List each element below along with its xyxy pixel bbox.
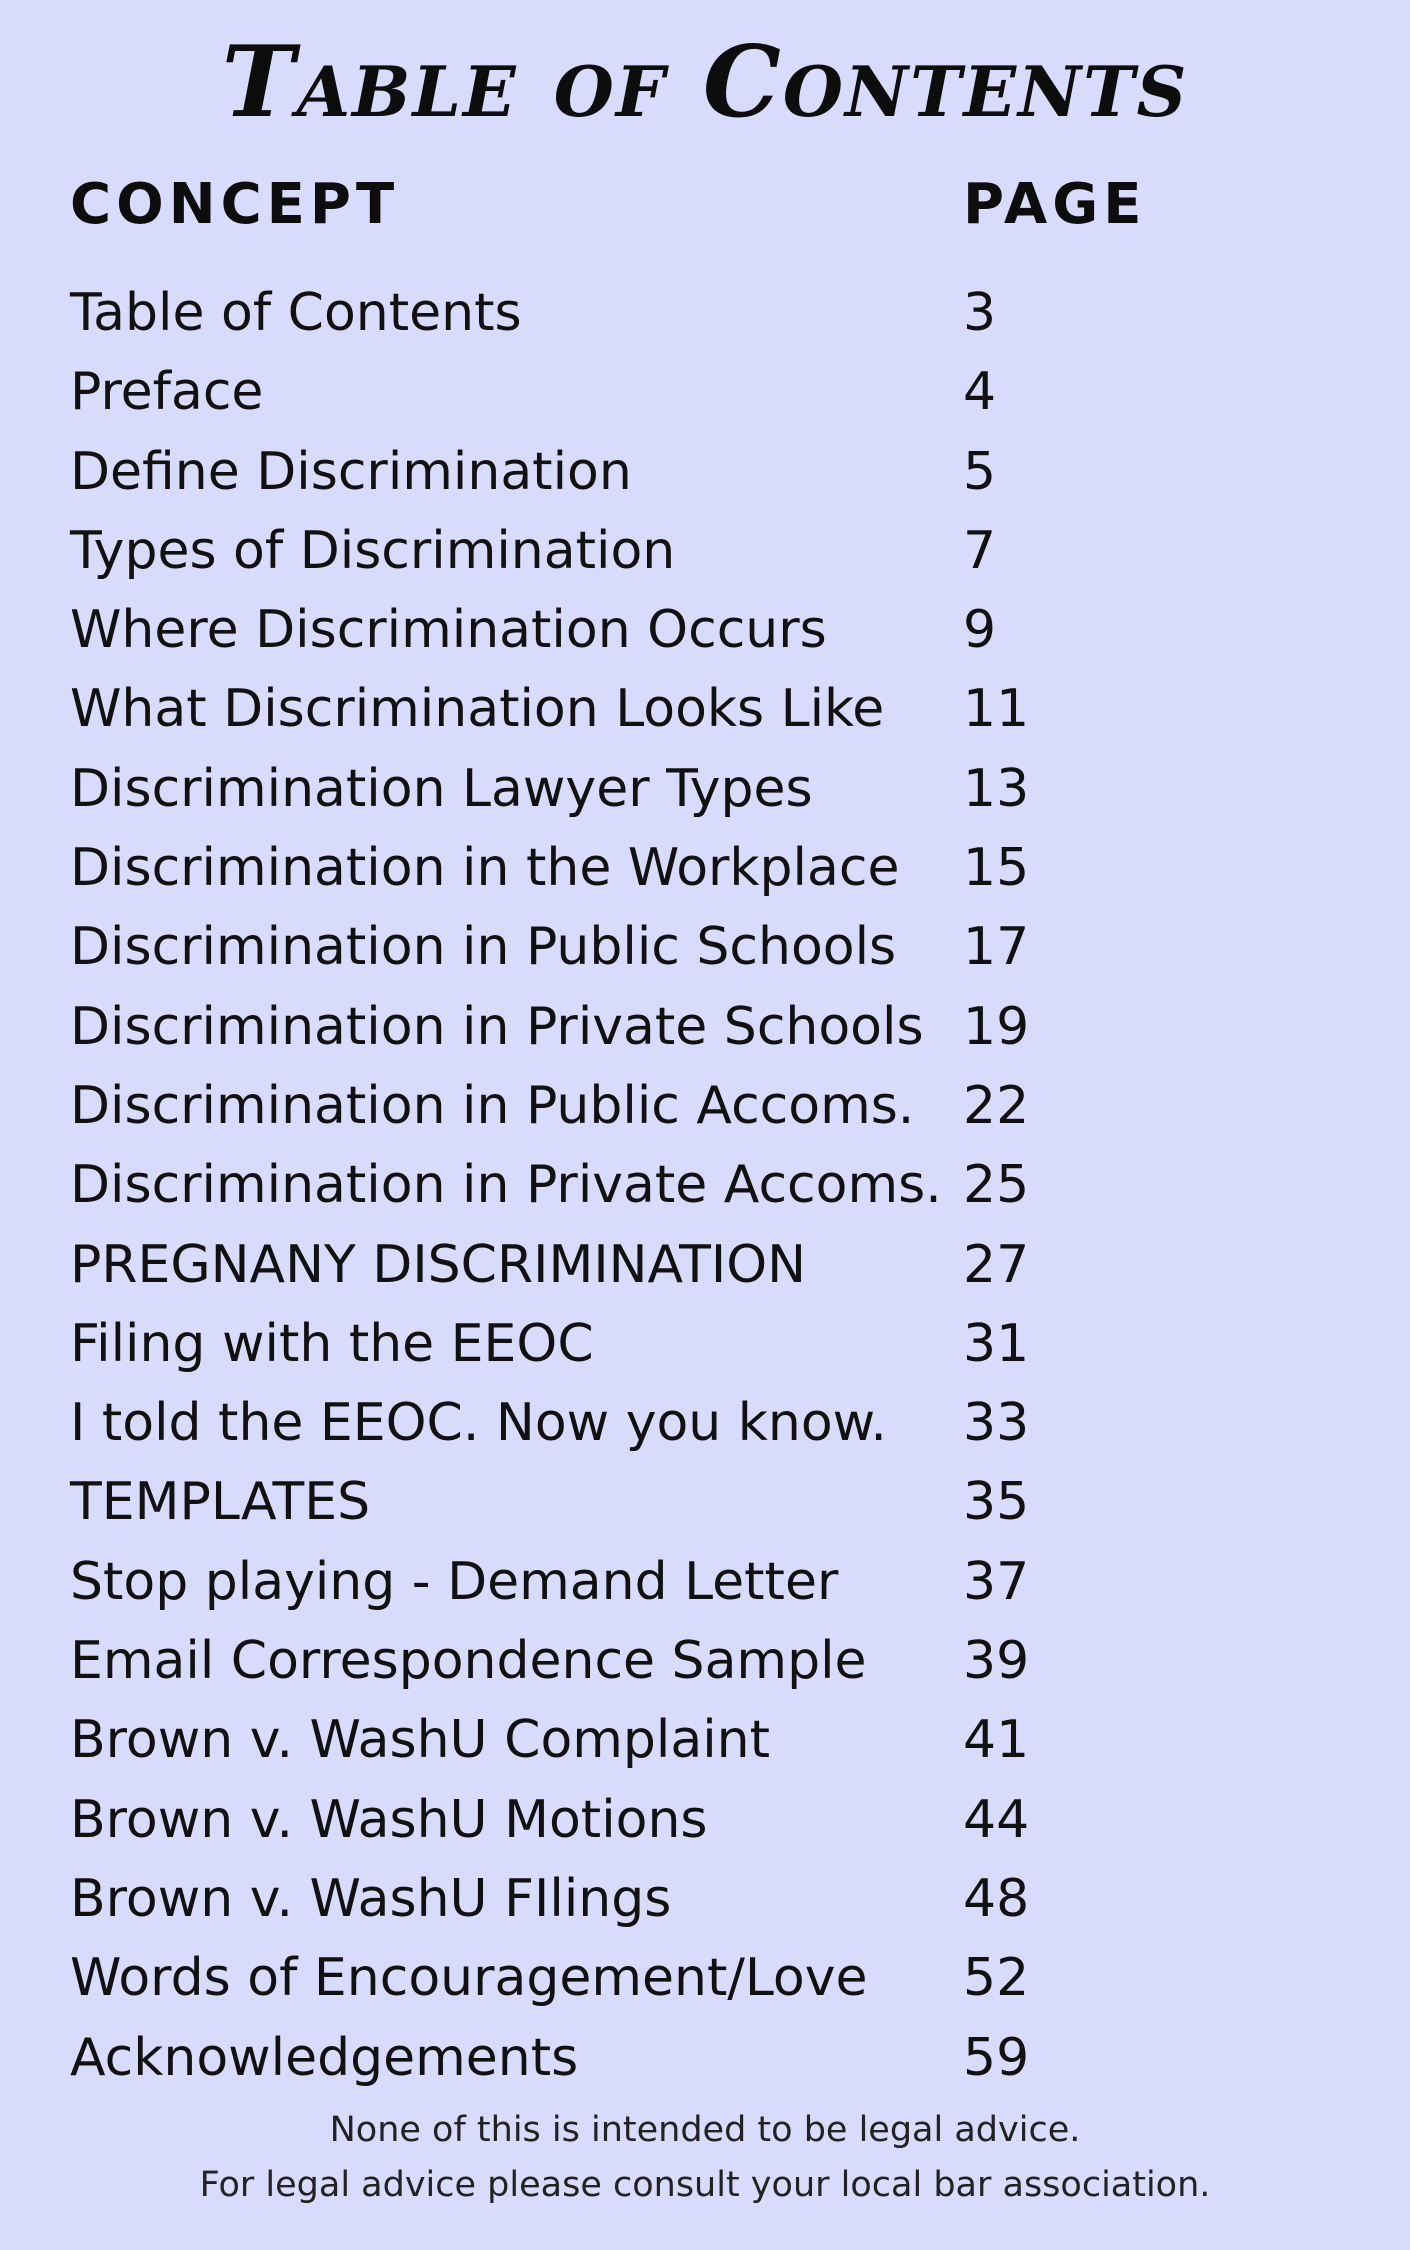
toc-entry-concept: Brown v. WashU Complaint — [70, 1710, 771, 1771]
toc-entry-page: 35 — [963, 1472, 1030, 1533]
toc-entry — [0, 1860, 1410, 1939]
toc-entry-page: 59 — [963, 2027, 1030, 2088]
toc-entry-concept: Filing with the EEOC — [70, 1313, 594, 1374]
toc-entry — [0, 1701, 1410, 1780]
toc-entry — [0, 1939, 1410, 2018]
toc-entry-concept: Stop playing - Demand Letter — [70, 1551, 839, 1612]
toc-entry-concept: Discrimination Lawyer Types — [70, 758, 813, 819]
toc-entry-concept: Table of Contents — [70, 283, 522, 343]
toc-entry-concept: I told the EEOC. Now you know. — [70, 1393, 887, 1454]
toc-entry-concept: Define Discrimination — [70, 441, 632, 502]
toc-entry-page: 9 — [963, 600, 997, 661]
toc-entry — [0, 750, 1410, 829]
toc-entry — [0, 512, 1410, 591]
toc-entry-page: 39 — [963, 1631, 1030, 1692]
toc-entry — [0, 1226, 1410, 1305]
toc-entry-page: 4 — [963, 362, 997, 423]
toc-entry-page: 31 — [963, 1313, 1030, 1374]
toc-entry-page: 25 — [963, 1155, 1030, 1216]
toc-entry — [0, 1622, 1410, 1701]
toc-entry-concept: Words of Encouragement/Love — [70, 1948, 868, 2009]
page-title: Table of Contents — [221, 25, 1189, 140]
toc-entry — [0, 988, 1410, 1067]
toc-entry — [0, 1384, 1410, 1463]
toc-entry-concept: Where Discrimination Occurs — [70, 600, 827, 661]
toc-entry-page: 13 — [963, 758, 1030, 819]
toc-entry-page: 27 — [963, 1234, 1030, 1295]
toc-entry — [0, 908, 1410, 987]
toc-entry-concept: Brown v. WashU Motions — [70, 1789, 708, 1850]
toc-entry — [0, 1781, 1410, 1860]
toc-list — [0, 274, 1410, 2098]
toc-entry-concept: What Discrimination Looks Like — [70, 679, 885, 740]
toc-entry-concept: Email Correspondence Sample — [70, 1631, 867, 1692]
toc-entry — [0, 670, 1410, 749]
disclaimer-line-1: None of this is intended to be legal advice. — [329, 2110, 1081, 2150]
toc-entry-concept: Discrimination in the Workplace — [70, 838, 900, 899]
toc-entry-page: 7 — [963, 520, 997, 581]
toc-entry-page: 44 — [963, 1789, 1030, 1850]
toc-entry-page: 11 — [963, 679, 1030, 740]
toc-entry-page: 19 — [963, 996, 1030, 1057]
toc-entry — [0, 1543, 1410, 1622]
toc-entry-page: 48 — [963, 1868, 1030, 1929]
toc-entry-page: 52 — [963, 1948, 1030, 2009]
toc-entry — [0, 433, 1410, 512]
toc-entry-page: 22 — [963, 1075, 1030, 1136]
toc-entry — [0, 591, 1410, 670]
toc-entry-concept: TEMPLATES — [70, 1472, 371, 1533]
toc-entry — [0, 1463, 1410, 1542]
toc-entry-page: 17 — [963, 917, 1030, 978]
toc-entry — [0, 274, 1410, 353]
toc-entry — [0, 1146, 1410, 1225]
toc-entry-concept: Preface — [70, 362, 264, 423]
toc-entry — [0, 353, 1410, 432]
toc-entry-concept: Discrimination in Private Schools — [70, 996, 924, 1057]
toc-entry-concept: Discrimination in Public Schools — [70, 917, 897, 978]
disclaimer-line-2: For legal advice please consult your local bar association. — [199, 2165, 1211, 2205]
toc-entry — [0, 1067, 1410, 1146]
toc-entry-concept: Discrimination in Private Accoms. — [70, 1155, 942, 1216]
toc-entry-concept: Types of Discrimination — [70, 520, 676, 581]
toc-entry-page: 3 — [963, 283, 997, 343]
concept-column-header: CONCEPT — [70, 172, 400, 237]
toc-entry-page: 37 — [963, 1551, 1030, 1612]
page-column-header: PAGE — [963, 172, 1147, 237]
toc-entry-page: 15 — [963, 838, 1030, 899]
toc-entry — [0, 829, 1410, 908]
toc-entry — [0, 2019, 1410, 2098]
toc-entry-concept: Discrimination in Public Accoms. — [70, 1075, 915, 1136]
toc-entry-page: 5 — [963, 441, 997, 502]
toc-entry-page: 41 — [963, 1710, 1030, 1771]
toc-entry — [0, 1305, 1410, 1384]
toc-entry-concept: PREGNANY DISCRIMINATION — [70, 1234, 807, 1295]
toc-entry-concept: Acknowledgements — [70, 2027, 579, 2088]
toc-entry-page: 33 — [963, 1393, 1030, 1454]
toc-entry-concept: Brown v. WashU FIlings — [70, 1868, 672, 1929]
